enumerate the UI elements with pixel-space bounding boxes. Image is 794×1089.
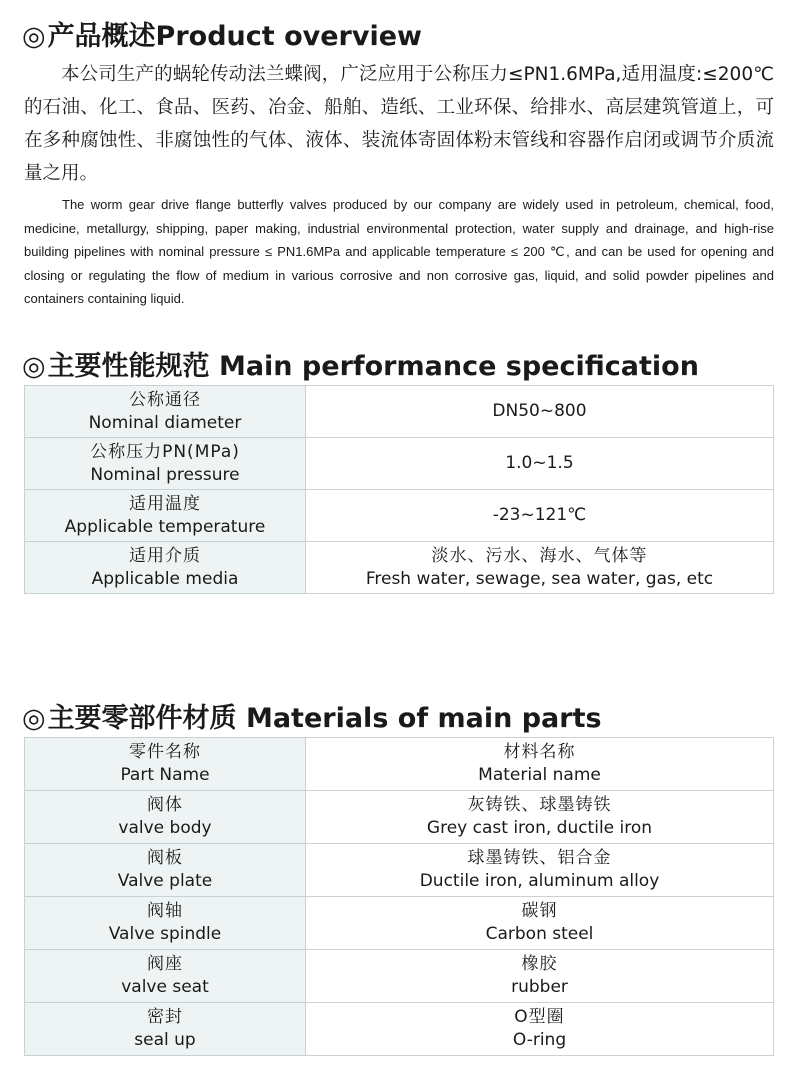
part-cell [25,791,306,844]
spec-value-cell [306,490,774,542]
part-header-en: Part Name [120,765,210,785]
table-row [25,897,774,950]
material-cell [306,791,774,844]
part-name-en: valve seat [121,977,209,997]
overview-paragraph-cn: 本公司生产的蜗轮传动法兰蝶阀，广泛应用于公称压力≤PN1.6MPa,适用温度:≤200℃的石油、化工、食品、医药、冶金、船舶、造纸、工业环保、给排水、高层建筑管道上，可在多种腐蚀性、非腐蚀性的气体、液体、装流体寄固体粉末管线和容器作启闭或调节介质流量之用。 [24,64,774,184]
spec-label-en: Applicable temperature [64,516,266,537]
material-cell [306,1003,774,1056]
spec-label-cell [25,438,306,490]
spec-value-en: Fresh water, sewage, sea water, gas, etc [365,568,714,589]
performance-table [24,385,774,594]
spec-label-cell [25,490,306,542]
material-cell [306,950,774,1003]
table-row [25,1003,774,1056]
table-row [25,844,774,897]
overview-title [22,14,422,53]
spec-label-cn: 公称压力PN(MPa) [90,441,240,462]
material-name-cn: 灰铸铁、球墨铸铁 [467,795,612,815]
part-name-en: Valve plate [117,871,213,891]
material-name-cn: 碳钢 [521,901,558,921]
part-cell [25,844,306,897]
material-name-cn: 球墨铸铁、铝合金 [467,848,612,868]
part-header-cell [25,738,306,791]
spec-label-en: Nominal diameter [88,412,242,433]
part-name-en: valve body [118,818,212,838]
table-row [25,791,774,844]
material-header-cell [306,738,774,791]
spec-label-cell [25,542,306,594]
material-cell [306,897,774,950]
overview-paragraph-en: The worm gear drive flange butterfly valves produced by our company are widely used in petroleum, chemical, food, medicine, metallurgy, shipping, paper making, industrial environmental protection, water supply and drainage, and high-rise building pipelines with nominal pressure ≤ PN1.6MPa and applicable temperature ≤ 200 ℃, and can be used for opening and closing or regulating the flow of medium in various corrosive and non corrosive gas, liquid, and solid powder pipelines and containers containing liquid. [24,197,774,307]
spec-value-en: 1.0~1.5 [505,453,574,473]
materials-title [22,696,602,735]
spec-label-en: Nominal pressure [90,464,240,485]
spec-label-cell [25,386,306,438]
part-header-cn: 零件名称 [129,742,201,762]
part-name-cn: 阀板 [147,848,183,868]
part-name-en: seal up [134,1030,196,1050]
spec-label-en: Applicable media [91,568,239,589]
material-name-en: Carbon steel [485,924,594,944]
table-row [25,438,774,490]
material-header-en: Material name [478,765,601,785]
material-header-cn: 材料名称 [503,742,576,762]
double-circle-icon: ◎ [22,703,46,734]
part-name-cn: 阀体 [147,795,183,815]
spec-value-en: -23~121℃ [492,505,587,525]
table-row [25,950,774,1003]
spec-value-cn: 淡水、污水、海水、气体等 [431,545,648,566]
table-row [25,490,774,542]
material-name-cn: 橡胶 [521,954,558,974]
material-name-en: O-ring [512,1030,567,1050]
spec-label-cn: 适用介质 [129,545,201,566]
spec-value-cell [306,386,774,438]
performance-title [22,344,699,383]
part-name-en: Valve spindle [108,924,222,944]
spec-label-cn: 适用温度 [129,493,201,514]
part-cell [25,897,306,950]
table-row [25,386,774,438]
spec-value-cell [306,542,774,594]
part-cell [25,1003,306,1056]
spec-value-en: DN50~800 [492,401,587,421]
material-cell [306,844,774,897]
material-name-cn: O型圈 [514,1007,565,1027]
material-name-en: Grey cast iron, ductile iron [426,818,653,838]
performance-title-text: 主要性能规范 Main performance specification [47,351,699,382]
double-circle-icon: ◎ [22,21,46,52]
spec-value-cell [306,438,774,490]
material-name-en: Ductile iron, aluminum alloy [419,871,660,891]
table-header-row [25,738,774,791]
material-name-en: rubber [511,977,568,997]
materials-title-text: 主要零部件材质 Materials of main parts [47,703,602,734]
part-name-cn: 密封 [147,1007,183,1027]
materials-table [24,737,774,1056]
spec-label-cn: 公称通径 [129,389,201,410]
double-circle-icon: ◎ [22,351,46,382]
part-name-cn: 阀轴 [147,901,183,921]
part-cell [25,950,306,1003]
part-name-cn: 阀座 [147,954,183,974]
overview-title-text: 产品概述Product overview [47,21,422,52]
table-row [25,542,774,594]
